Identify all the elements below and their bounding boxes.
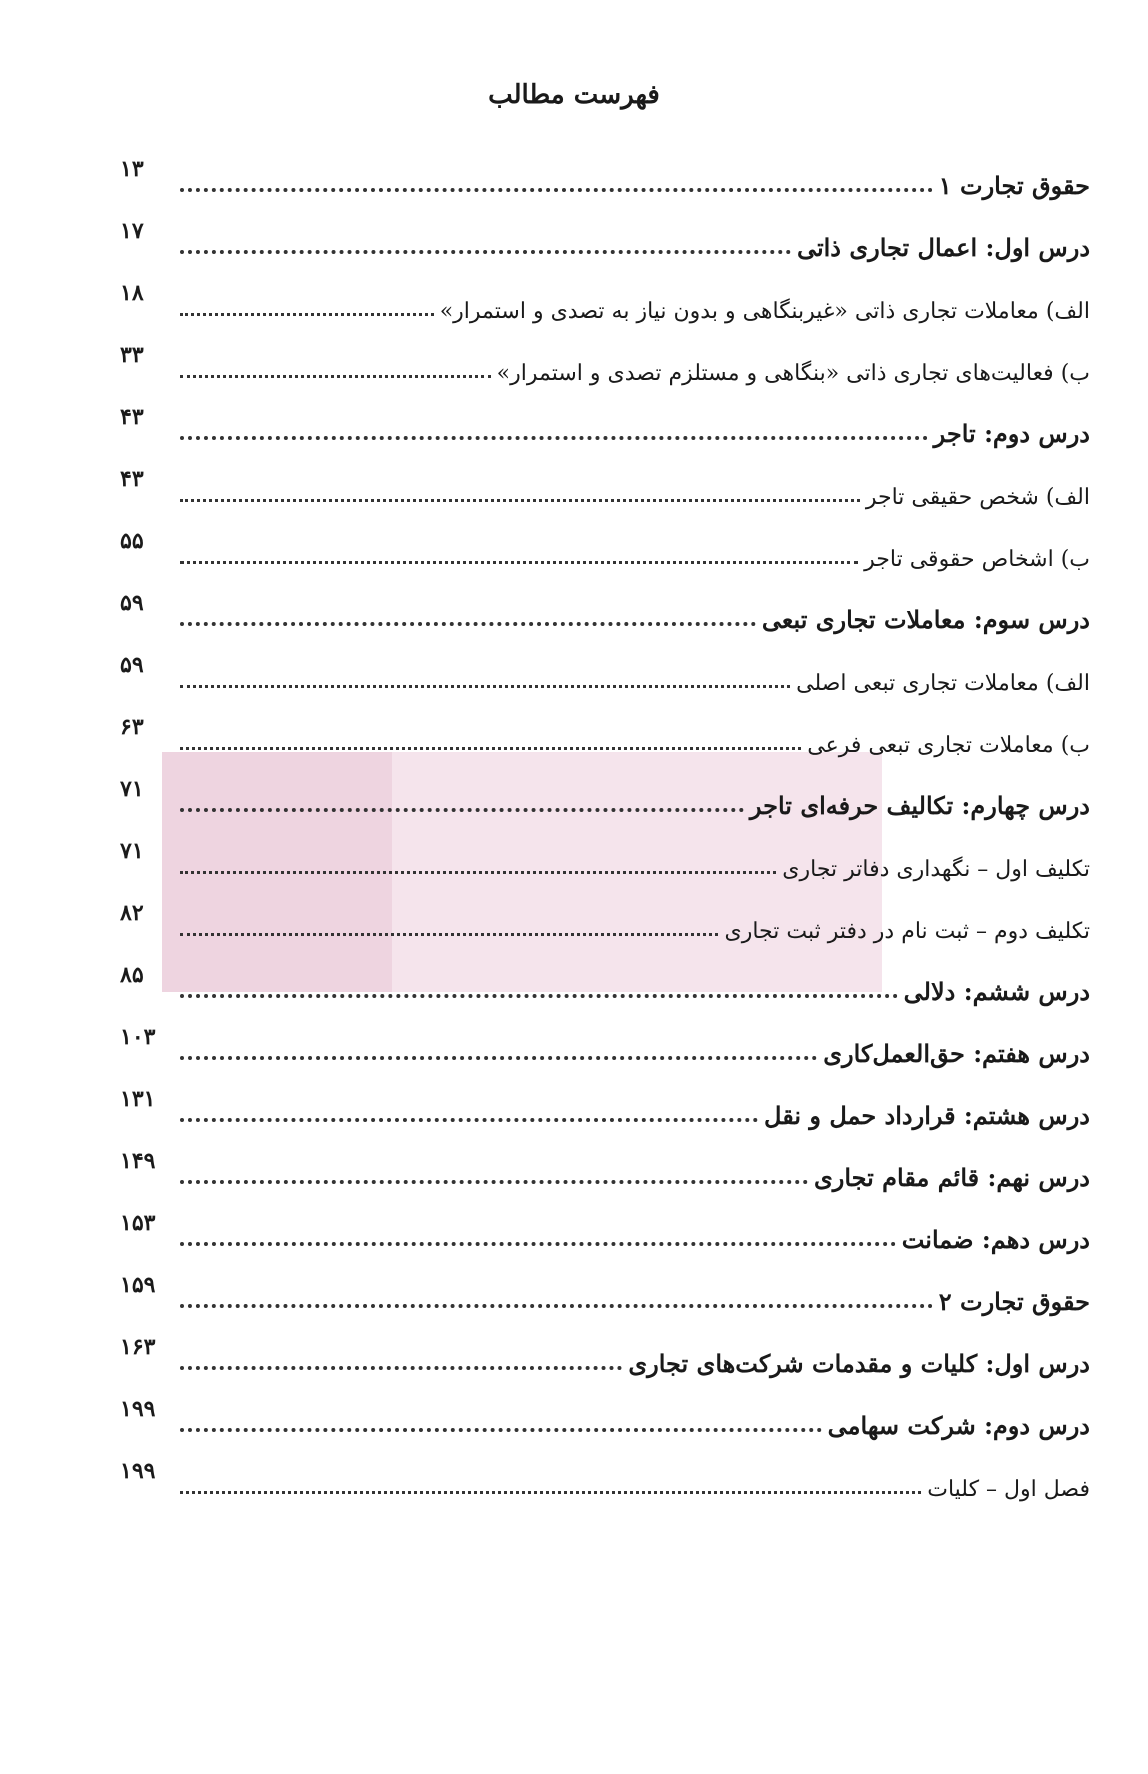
toc-entry-page-number: ۳۳ — [120, 342, 144, 368]
toc-entry — [120, 338, 1090, 400]
toc-entry — [120, 1330, 1090, 1392]
table-of-contents — [120, 152, 1090, 1516]
toc-entry-title: حقوق تجارت ۲ — [938, 1287, 1090, 1316]
toc-entry-title: الف) شخص حقیقی تاجر — [865, 485, 1090, 510]
toc-entry — [120, 648, 1090, 710]
toc-entry-title: درس دهم: ضمانت — [901, 1225, 1090, 1254]
toc-entry — [120, 214, 1090, 276]
toc-entry-title: تکلیف دوم – ثبت نام در دفتر ثبت تجاری — [724, 919, 1090, 944]
dot-leader — [180, 747, 801, 750]
dot-leader — [180, 188, 933, 192]
toc-entry-title: درس سوم: معاملات تجاری تبعی — [761, 605, 1090, 634]
page-title: فهرست مطالب — [488, 80, 660, 110]
toc-entry — [120, 586, 1090, 648]
dot-leader — [180, 871, 776, 874]
toc-entry — [120, 1454, 1090, 1516]
toc-entry-title: درس اول: کلیات و مقدمات شرکت‌های تجاری — [628, 1349, 1090, 1378]
toc-entry-page-number: ۶۳ — [120, 714, 144, 740]
toc-entry — [120, 1206, 1090, 1268]
dot-leader — [180, 1056, 817, 1060]
toc-entry-title: درس دوم: شرکت سهامی — [827, 1411, 1090, 1440]
toc-entry-title: حقوق تجارت ۱ — [938, 171, 1090, 200]
toc-entry-title: فصل اول – کلیات — [927, 1477, 1090, 1502]
toc-entry-page-number: ۵۵ — [120, 528, 144, 554]
dot-leader — [180, 1366, 622, 1370]
toc-entry-title: الف) معاملات تجاری ذاتی «غیربنگاهی و بدون نیاز به تصدی و استمرار» — [439, 299, 1090, 324]
dot-leader — [180, 313, 434, 316]
toc-entry — [120, 462, 1090, 524]
dot-leader — [180, 685, 790, 688]
toc-entry-title: ب) فعالیت‌های تجاری ذاتی «بنگاهی و مستلزم تصدی و استمرار» — [496, 361, 1090, 386]
toc-entry-page-number: ۴۳ — [120, 466, 144, 492]
toc-entry-title: درس ششم: دلالی — [903, 977, 1090, 1006]
toc-entry-page-number: ۷۱ — [120, 776, 144, 802]
toc-entry — [120, 834, 1090, 896]
toc-entry-page-number: ۱۸ — [120, 280, 144, 306]
toc-entry — [120, 772, 1090, 834]
toc-entry — [120, 896, 1090, 958]
dot-leader — [180, 1118, 758, 1122]
toc-entry-page-number: ۱۷ — [120, 218, 144, 244]
dot-leader — [180, 499, 860, 502]
dot-leader — [180, 933, 718, 936]
toc-entry-title: درس هشتم: قرارداد حمل و نقل — [764, 1101, 1090, 1130]
toc-entry — [120, 1082, 1090, 1144]
toc-entry-title: تکلیف اول – نگهداری دفاتر تجاری — [782, 857, 1090, 882]
toc-entry-page-number: ۴۳ — [120, 404, 144, 430]
toc-entry-page-number: ۱۶۳ — [120, 1334, 156, 1360]
toc-entry-title: درس نهم: قائم مقام تجاری — [813, 1163, 1090, 1192]
dot-leader — [180, 994, 898, 998]
dot-leader — [180, 1242, 896, 1246]
toc-entry-page-number: ۵۹ — [120, 652, 144, 678]
toc-entry-title: درس چهارم: تکالیف حرفه‌ای تاجر — [749, 791, 1090, 820]
toc-entry-page-number: ۱۹۹ — [120, 1458, 156, 1484]
toc-entry-title: الف) معاملات تجاری تبعی اصلی — [796, 671, 1090, 696]
toc-entry — [120, 1392, 1090, 1454]
toc-entry-title: درس اول: اعمال تجاری ذاتی — [796, 233, 1090, 262]
toc-entry-page-number: ۱۴۹ — [120, 1148, 156, 1174]
toc-entry-page-number: ۸۲ — [120, 900, 144, 926]
toc-entry-title: درس هفتم: حق‌العمل‌کاری — [823, 1039, 1090, 1068]
dot-leader — [180, 561, 858, 564]
dot-leader — [180, 1180, 808, 1184]
toc-entry-page-number: ۱۳ — [120, 156, 144, 182]
toc-entry — [120, 152, 1090, 214]
toc-entry-page-number: ۵۹ — [120, 590, 144, 616]
toc-entry — [120, 276, 1090, 338]
dot-leader — [180, 250, 791, 254]
toc-entry — [120, 1020, 1090, 1082]
toc-entry — [120, 524, 1090, 586]
dot-leader — [180, 375, 491, 378]
dot-leader — [180, 1428, 822, 1432]
toc-entry-title: درس دوم: تاجر — [933, 419, 1090, 448]
toc-entry-page-number: ۷۱ — [120, 838, 144, 864]
dot-leader — [180, 1304, 933, 1308]
dot-leader — [180, 1491, 921, 1494]
toc-entry-page-number: ۱۳۱ — [120, 1086, 156, 1112]
toc-entry-title: ب) اشخاص حقوقی تاجر — [864, 547, 1090, 572]
toc-entry — [120, 710, 1090, 772]
dot-leader — [180, 436, 928, 440]
toc-entry-title: ب) معاملات تجاری تبعی فرعی — [807, 733, 1090, 758]
dot-leader — [180, 622, 756, 626]
toc-entry-page-number: ۱۹۹ — [120, 1396, 156, 1422]
toc-entry — [120, 400, 1090, 462]
dot-leader — [180, 808, 744, 812]
toc-entry-page-number: ۱۵۳ — [120, 1210, 156, 1236]
toc-entry-page-number: ۱۰۳ — [120, 1024, 156, 1050]
toc-entry — [120, 1144, 1090, 1206]
toc-entry — [120, 1268, 1090, 1330]
toc-entry-page-number: ۱۵۹ — [120, 1272, 156, 1298]
toc-entry — [120, 958, 1090, 1020]
toc-entry-page-number: ۸۵ — [120, 962, 144, 988]
